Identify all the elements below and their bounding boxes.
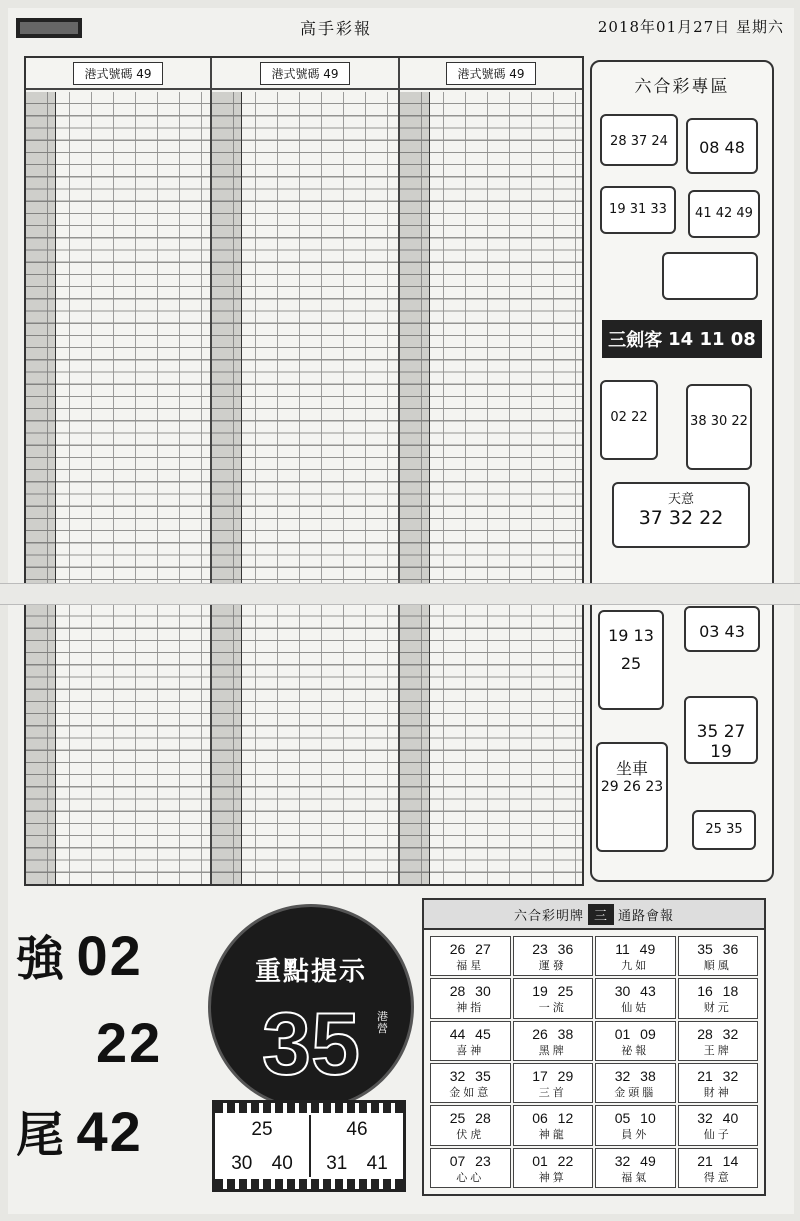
tip-box-car <box>596 742 668 852</box>
reference-label: 神龍 <box>538 1129 567 1142</box>
tip-numbers: 29 26 23 <box>600 779 664 795</box>
tip-numbers: 37 32 22 <box>638 507 724 529</box>
reference-numbers: 26 27 <box>449 941 491 957</box>
reference-cell <box>595 978 676 1018</box>
reference-label: 一流 <box>538 1002 567 1015</box>
highlight-badge <box>208 904 414 1110</box>
reference-label: 福星 <box>456 960 485 972</box>
grid-column-label: 港式號碼 49 <box>446 62 535 85</box>
reference-label: 順風 <box>703 960 732 972</box>
reference-label: 神指 <box>456 1002 485 1015</box>
reference-numbers: 19 25 <box>532 983 574 1000</box>
paper-fold <box>0 583 800 605</box>
reference-cell <box>678 936 759 976</box>
reference-label: 金頭腦 <box>614 1086 657 1099</box>
banner-numbers: 14 11 08 <box>668 328 756 350</box>
film-perforation <box>215 1103 403 1113</box>
reference-numbers: 32 40 <box>697 1110 739 1127</box>
reference-cell <box>595 1105 676 1145</box>
reference-header <box>424 900 764 930</box>
grid-rows <box>26 92 210 884</box>
reference-numbers: 01 22 <box>532 1152 574 1169</box>
reference-label: 王牌 <box>703 1044 732 1057</box>
highlight-tag: 港營 <box>377 1010 388 1035</box>
history-grid <box>24 56 584 886</box>
issue-date: 2018年01月27日 星期六 <box>597 18 784 36</box>
reference-numbers: 32 35 <box>449 1067 491 1084</box>
grid-column-label: 港式號碼 49 <box>260 62 349 85</box>
grid-column-3 <box>400 58 582 884</box>
key-row <box>16 920 143 989</box>
reference-cell <box>513 936 594 976</box>
reference-label: 财元 <box>703 1002 732 1015</box>
banner-label: 三劍客 <box>608 330 663 351</box>
tip-box: 02 22 <box>600 380 658 460</box>
masthead-title: 高手彩報 <box>300 19 373 38</box>
reference-label: 黑牌 <box>538 1044 567 1057</box>
reference-numbers: 01 09 <box>614 1025 656 1042</box>
tip-box: 03 43 <box>684 606 760 652</box>
reference-label: 財神 <box>703 1086 732 1099</box>
film-number: 25 <box>251 1119 273 1140</box>
reference-cell <box>430 1021 511 1061</box>
three-swords-banner <box>602 320 762 358</box>
tip-box: 08 48 <box>686 118 758 174</box>
key-char: 尾 <box>16 1107 65 1163</box>
reference-numbers: 32 38 <box>614 1067 656 1084</box>
highlight-title: 重點提示 <box>254 957 367 987</box>
key-number: 22 <box>96 1011 163 1074</box>
reference-numbers: 30 43 <box>614 983 656 1000</box>
reference-label: 仙姑 <box>621 1002 650 1015</box>
tip-box: 38 30 22 <box>686 384 752 470</box>
tip-box: 28 37 24 <box>600 114 678 166</box>
reference-title: 六合彩明牌 <box>513 908 584 924</box>
reference-cell <box>678 1105 759 1145</box>
tip-label: 天意 <box>667 492 694 507</box>
key-char: 強 <box>16 931 65 987</box>
reference-cell <box>430 978 511 1018</box>
reference-numbers: 11 49 <box>615 941 656 957</box>
reference-label: 喜神 <box>456 1044 485 1057</box>
reference-label: 員外 <box>621 1129 650 1142</box>
reference-cell <box>595 1063 676 1103</box>
reference-cell <box>430 1063 511 1103</box>
film-number: 31 41 <box>326 1153 388 1174</box>
tip-box: 19 13 25 <box>598 610 664 710</box>
reference-label: 三首 <box>538 1086 567 1099</box>
reference-cell <box>678 1148 759 1188</box>
reference-numbers: 23 36 <box>532 941 574 957</box>
reference-grid <box>430 936 758 1188</box>
key-number: 42 <box>76 1100 143 1163</box>
reference-label: 得意 <box>703 1171 732 1184</box>
film-left <box>215 1115 309 1177</box>
film-perforation <box>215 1179 403 1189</box>
reference-numbers: 44 45 <box>449 1025 491 1042</box>
tip-label: 坐車 <box>615 759 648 778</box>
reference-numbers: 35 36 <box>697 941 739 957</box>
key-number: 02 <box>76 924 143 987</box>
film-right <box>309 1115 403 1177</box>
key-numbers <box>14 912 204 1192</box>
reference-cell <box>595 1148 676 1188</box>
reference-table <box>422 898 766 1196</box>
film-number: 46 <box>346 1119 368 1140</box>
reference-cell <box>430 1105 511 1145</box>
grid-column-2 <box>212 58 400 884</box>
reference-cell <box>513 1063 594 1103</box>
issue-badge <box>16 18 82 38</box>
reference-cell <box>595 1021 676 1061</box>
header-bar <box>10 14 790 44</box>
reference-numbers: 28 30 <box>449 983 491 1000</box>
reference-label: 伏虎 <box>456 1129 485 1142</box>
reference-numbers: 07 23 <box>449 1152 491 1169</box>
reference-cell <box>678 1021 759 1061</box>
reference-label: 心心 <box>456 1171 485 1184</box>
key-row <box>96 1010 162 1075</box>
reference-numbers: 25 28 <box>449 1110 491 1127</box>
reference-cell <box>678 1063 759 1103</box>
reference-cell <box>513 1021 594 1061</box>
reference-numbers: 06 12 <box>532 1110 574 1127</box>
reference-tag: 三 <box>588 904 614 925</box>
reference-label: 金如意 <box>449 1086 492 1099</box>
reference-numbers: 21 14 <box>697 1152 739 1169</box>
reference-label: 福氣 <box>621 1171 650 1184</box>
reference-label: 仙子 <box>703 1129 732 1142</box>
grid-rows <box>400 92 582 884</box>
reference-numbers: 16 18 <box>697 983 739 1000</box>
reference-cell <box>513 1105 594 1145</box>
reference-cell <box>430 1148 511 1188</box>
lotto-sidebar <box>590 60 774 882</box>
reference-cell <box>513 978 594 1018</box>
reference-cell <box>430 936 511 976</box>
tip-box: 41 42 49 <box>688 190 760 238</box>
tip-box: 35 27 19 <box>684 696 758 764</box>
reference-numbers: 28 32 <box>697 1025 739 1042</box>
reference-numbers: 26 38 <box>532 1025 574 1042</box>
reference-label: 運發 <box>538 960 567 972</box>
illustration-box <box>662 252 758 300</box>
film-strip-box <box>212 1100 406 1192</box>
reference-numbers: 32 49 <box>614 1152 656 1169</box>
reference-label: 九如 <box>621 960 650 972</box>
reference-numbers: 17 29 <box>532 1067 574 1084</box>
highlight-number: 35 <box>262 994 360 1093</box>
reference-label: 神算 <box>538 1171 567 1184</box>
reference-subtitle: 通路會報 <box>618 908 675 924</box>
grid-rows <box>212 92 398 884</box>
reference-cell <box>595 936 676 976</box>
reference-numbers: 21 32 <box>697 1067 739 1084</box>
film-number: 30 40 <box>231 1153 293 1174</box>
reference-cell <box>678 978 759 1018</box>
sidebar-title: 六合彩專區 <box>634 77 730 97</box>
tip-box: 25 35 <box>692 810 756 850</box>
reference-label: 祕報 <box>621 1044 650 1057</box>
tip-box-tianyi <box>612 482 750 548</box>
tip-box: 19 31 33 <box>600 186 676 234</box>
grid-column-1 <box>26 58 212 884</box>
grid-column-label: 港式號碼 49 <box>73 62 162 85</box>
reference-cell <box>513 1148 594 1188</box>
reference-numbers: 05 10 <box>614 1110 656 1127</box>
key-row <box>16 1096 143 1165</box>
